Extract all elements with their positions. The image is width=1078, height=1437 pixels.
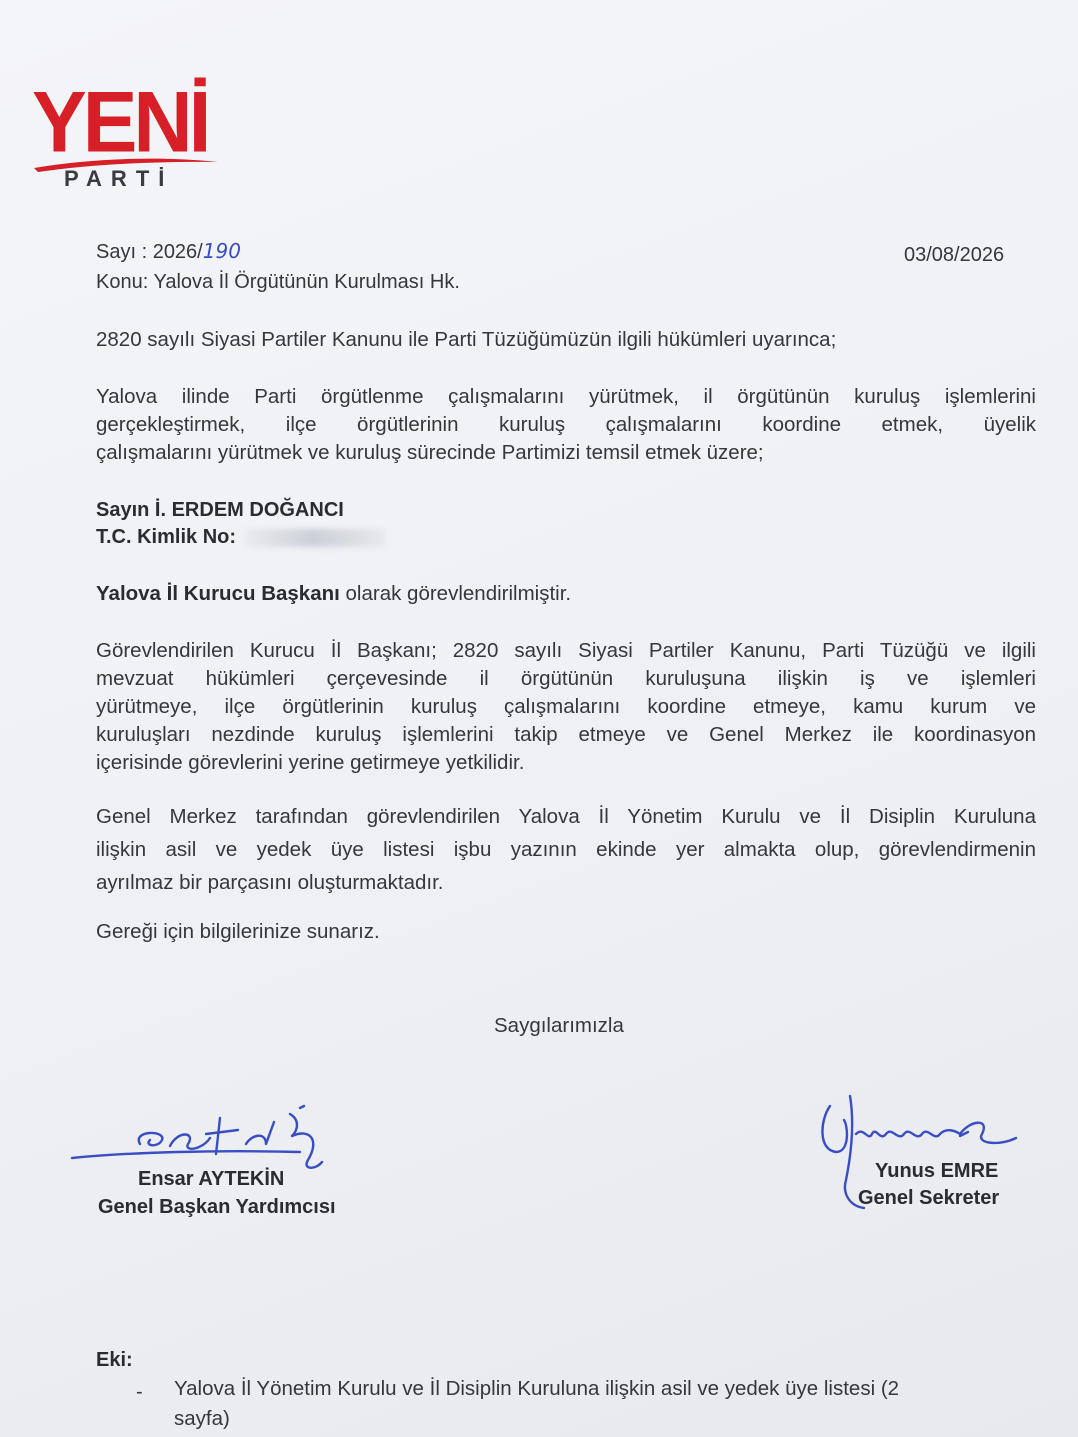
purpose-line-3: çalışmalarını yürütmek ve kuruluş sürecinde Partimizi temsil etmek üzere; (96, 441, 764, 464)
appointee-id-label: T.C. Kimlik No: (96, 526, 237, 548)
appointee-name: Sayın İ. ERDEM DOĞANCI (96, 499, 344, 521)
signatory-2-name: Yunus EMRE (875, 1160, 999, 1182)
authority-line-4: kuruluşları nezdinde kuruluş işlemlerini takip etmeye ve Genel Merkez ile koordinasyon (96, 723, 1036, 746)
signatory-1-name: Ensar AYTEKİN (138, 1168, 285, 1190)
appointment-rest: olarak görevlendirilmiştir. (339, 582, 572, 605)
logo-sub-text: PARTİ (64, 166, 174, 191)
document-number-prefix: Sayı : 2026/ (96, 241, 203, 263)
attachment-item-line-2: sayfa) (174, 1407, 230, 1430)
intro-paragraph: 2820 sayılı Siyasi Partiler Kanunu ile Parti Tüzüğümüzün ilgili hükümleri uyarınca; (96, 328, 837, 351)
regards: Saygılarımızla (494, 1014, 624, 1037)
authority-line-1: Görevlendirilen Kurucu İl Başkanı; 2820 sayılı Siyasi Partiler Kanunu, Parti Tüzüğü ve ilgili (96, 639, 1036, 662)
signatory-2-title: Genel Sekreter (858, 1187, 1000, 1209)
document-date: 03/08/2026 (904, 244, 1005, 266)
appointment-title: Yalova İl Kurucu Başkanı (96, 582, 340, 605)
attachments-label: Eki: (96, 1349, 133, 1371)
document-number (96, 237, 241, 266)
attachment-bullet: - (136, 1381, 143, 1403)
authority-line-2: mevzuat hükümleri çerçevesinde il örgütünün kuruluşuna ilişkin iş ve işlemleri (96, 667, 1036, 690)
authority-line-3: yürütmeye, ilçe örgütlerinin kuruluş çalışmalarını koordine etmeye, kamu kurum ve (96, 695, 1036, 718)
purpose-line-1: Yalova ilinde Parti örgütlenme çalışmalarını yürütmek, il örgütünün kuruluş işlemlerini (96, 385, 1036, 408)
list-line-2: ilişkin asil ve yedek üye listesi işbu yazının ekinde yer almakta olup, görevlendirmenin (96, 838, 1036, 861)
logo-main-text: YENİ (32, 74, 208, 171)
party-logo (32, 74, 222, 200)
redacted-id-number (244, 529, 384, 547)
closing-sentence: Gereği için bilgilerinize sunarız. (96, 920, 380, 943)
appointment-sentence (96, 580, 571, 608)
attachment-item-line-1: Yalova İl Yönetim Kurulu ve İl Disiplin Kuruluna ilişkin asil ve yedek üye listesi (2 (174, 1377, 900, 1400)
document-subject: Konu: Yalova İl Örgütünün Kurulması Hk. (96, 271, 460, 293)
list-line-3: ayrılmaz bir parçasını oluşturmaktadır. (96, 871, 444, 894)
signatory-1-title: Genel Başkan Yardımcısı (98, 1196, 336, 1218)
appointee-id-row (96, 523, 384, 551)
document-number-handwritten: 190 (202, 239, 241, 263)
purpose-line-2: gerçekleştirmek, ilçe örgütlerinin kuruluş çalışmalarını koordine etmek, üyelik (96, 413, 1036, 436)
list-line-1: Genel Merkez tarafından görevlendirilen Yalova İl Yönetim Kurulu ve İl Disiplin Kuruluna (96, 805, 1036, 828)
authority-line-5: içerisinde görevlerini yerine getirmeye yetkilidir. (96, 751, 525, 774)
